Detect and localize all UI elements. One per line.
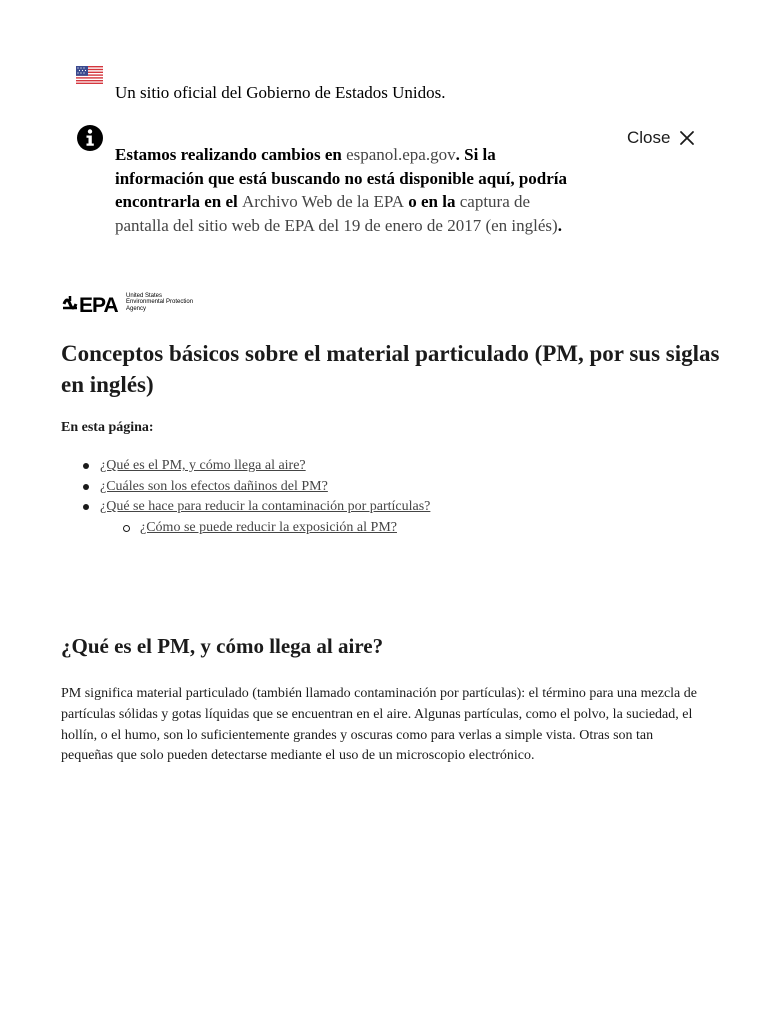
close-label: Close (627, 128, 671, 147)
toc-list (61, 456, 430, 538)
us-flag-icon (76, 66, 103, 84)
toc-item (61, 477, 430, 498)
epa-logo[interactable] (60, 292, 212, 316)
snapshot-link[interactable]: captura de pantalla del sitio web de EPA del 19 de enero de 2017 (en inglés) (115, 192, 558, 235)
toc-subitem (61, 518, 430, 539)
toc-item (61, 456, 430, 477)
toc-link-reduce-exposure[interactable]: ¿Cómo se puede reducir la exposición al PM? (140, 519, 397, 535)
toc-link-reduce-pollution[interactable]: ¿Qué se hace para reducir la contaminación por partículas? (100, 499, 431, 514)
close-button[interactable] (627, 128, 695, 148)
section-heading: ¿Qué es el PM, y cómo llega al aire? (61, 634, 384, 658)
notice-text-part3: o en la (404, 192, 460, 211)
tagline-line-2: Environmental Protection (126, 299, 194, 306)
toc-link-what-is-pm[interactable]: ¿Qué es el PM, y cómo llega al aire? (100, 458, 306, 473)
notice-text-part1: Estamos realizando cambios en (115, 145, 347, 164)
gov-banner-text: Un sitio oficial del Gobierno de Estados Unidos. (115, 83, 446, 102)
epa-emblem-icon (60, 292, 124, 316)
toc-heading: En esta página: (61, 420, 154, 435)
close-icon (679, 130, 695, 146)
toc-item (61, 497, 430, 518)
epa-logo-tagline (126, 293, 216, 312)
site-change-notice (76, 124, 706, 264)
tagline-line-1: United States (126, 293, 163, 299)
notice-text-part2: . Si la información que está buscando no está disponible aquí, podría encontrarla en el (115, 145, 568, 211)
epa-wordmark: EPA (79, 294, 118, 316)
web-archive-link[interactable]: Archivo Web de la EPA (242, 192, 404, 211)
tagline-line-3: Agency (126, 305, 147, 312)
espanol-epa-link[interactable]: espanol.epa.gov (346, 145, 456, 164)
notice-message (115, 143, 575, 237)
toc-link-harmful-effects[interactable]: ¿Cuáles son los efectos dañinos del PM? (100, 478, 328, 494)
gov-banner (76, 66, 596, 106)
notice-text-part4: . (557, 215, 562, 235)
info-icon (76, 124, 104, 152)
page-title: Conceptos básicos sobre el material particulado (PM, por sus siglas en inglés) (61, 341, 720, 397)
section-paragraph: PM significa material particulado (también llamado contaminación por partículas): el término para una mezcla de partículas sólidas y gotas líquidas que se encuentran en el aire. Algunas partículas, como el polvo, la suciedad, el hollín, o el humo, son lo suficientemente grandes y oscuras como para verlas a simple vista. Otras son tan pequeñas que solo pueden detectarse mediante el uso de un microscopio electrónico. (61, 686, 697, 764)
